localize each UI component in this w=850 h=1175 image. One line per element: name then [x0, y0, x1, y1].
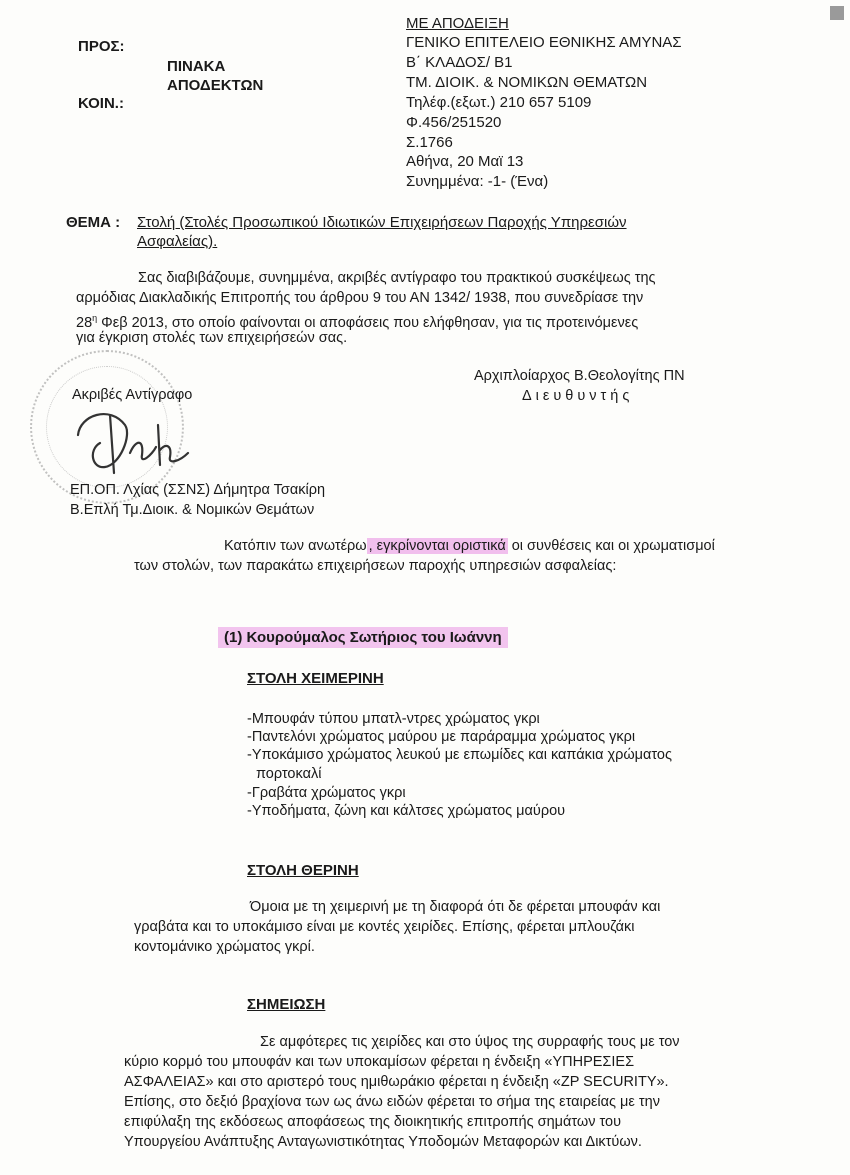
signatory-name: Αρχιπλοίαρχος Β.Θεολογίτης ΠΝ [474, 368, 685, 384]
summer-line3: κοντομάνικο χρώματος γκρί. [134, 939, 315, 955]
note-line6: Υπουργείου Ανάπτυξης Ανταγωνιστικότητας Υποδομών Μεταφορών και Δικτύων. [124, 1134, 642, 1150]
copy-signer-line2: Β.Επλή Τμ.Διοικ. & Νομικών Θεμάτων [70, 502, 315, 518]
certified-copy-label: Ακριβές Αντίγραφο [72, 387, 193, 403]
note-line1: Σε αμφότερες τις χειρίδες και στο ύψος της συρραφής τους με τον [260, 1034, 680, 1050]
cc-label: ΚΟΙΝ.: [78, 95, 124, 112]
summer-line2: γραβάτα και το υποκάμισο είναι με κοντές χειρίδες. Επίσης, φέρεται μπλουζάκι [134, 919, 635, 935]
approval-line1 [224, 536, 715, 556]
approval-pre: Κατόπιν των ανωτέρω [224, 538, 367, 554]
approval-highlight: , εγκρίνονται οριστικά [368, 538, 506, 554]
signatory-title: Διευθυντής [522, 388, 634, 404]
recipients-line2: ΑΠΟΔΕΚΤΩΝ [167, 77, 264, 94]
summer-uniform-heading: ΣΤΟΛΗ ΘΕΡΙΝΗ [247, 862, 359, 879]
intro-line3-text: Φεβ 2013, στο οποίο φαίνονται οι αποφάσεις που ελήφθησαν, για τις προτεινόμενες [97, 314, 639, 331]
note-line4: Επίσης, στο δεξιό βραχίονα των ως άνω ειδών φέρεται το σήμα της εταιρείας με την [124, 1094, 660, 1110]
approval-post: οι συνθέσεις και οι χρωματισμοί [507, 538, 715, 554]
delivery-method: ΜΕ ΑΠΟΔΕΙΞΗ [406, 15, 509, 32]
winter-item: -Υποκάμισο χρώματος λευκού με επωμίδες και καπάκια χρώματος [247, 747, 672, 763]
sender-protocol: Σ.1766 [406, 134, 453, 151]
sender-line: ΤΜ. ΔΙΟΙΚ. & ΝΟΜΙΚΩΝ ΘΕΜΑΤΩΝ [406, 74, 648, 91]
winter-item-continued: πορτοκαλί [256, 766, 322, 782]
subject-line2: Ασφαλείας). [137, 233, 218, 250]
recipients-line1: ΠΙΝΑΚΑ [167, 58, 226, 75]
sender-attachments: Συνημμένα: -1- (Ένα) [406, 173, 549, 190]
intro-line1: Σας διαβιβάζουμε, συνημμένα, ακριβές αντίγραφο του πρακτικού συσκέψεως της [138, 270, 656, 286]
scan-corner-mark [830, 6, 844, 20]
sender-file-ref: Φ.456/251520 [406, 114, 502, 131]
subject-label: ΘΕΜΑ : [66, 214, 121, 231]
winter-uniform-heading: ΣΤΟΛΗ ΧΕΙΜΕΡΙΝΗ [247, 670, 384, 687]
intro-day: 28 [76, 314, 93, 331]
note-heading: ΣΗΜΕΙΩΣΗ [247, 996, 326, 1013]
intro-line2: αρμόδιας Διακλαδικής Επιτροπής του άρθρου 9 του ΑΝ 1342/ 1938, που συνεδρίασε την [76, 290, 644, 306]
to-label: ΠΡΟΣ: [78, 38, 125, 55]
intro-day-suffix: η [92, 313, 98, 323]
approval-line2: των στολών, των παρακάτω επιχειρήσεων παροχής υπηρεσιών ασφαλείας: [134, 558, 617, 574]
winter-item: -Υποδήματα, ζώνη και κάλτσες χρώματος μαύρου [247, 803, 566, 819]
handwritten-signature [70, 395, 200, 485]
intro-line4: για έγκριση στολές των επιχειρήσεών σας. [76, 330, 348, 346]
sender-line: ΓΕΝΙΚΟ ΕΠΙΤΕΛΕΙΟ ΕΘΝΙΚΗΣ ΑΜΥΝΑΣ [406, 34, 682, 51]
company-heading-text: (1) Κουρούμαλος Σωτήριος του Ιωάννη [218, 627, 508, 648]
copy-signer-line1: ΕΠ.ΟΠ. Λχίας (ΣΣΝΣ) Δήμητρα Τσακίρη [70, 482, 326, 498]
note-line3: ΑΣΦΑΛΕΙΑΣ» και στο αριστερό τους ημιθωράκιο φέρεται η ένδειξη «ZP SECURITY». [124, 1074, 669, 1090]
winter-item: -Γραβάτα χρώματος γκρι [247, 785, 406, 801]
subject-line1: Στολή (Στολές Προσωπικού Ιδιωτικών Επιχειρήσεων Παροχής Υπηρεσιών [137, 214, 627, 231]
winter-item: -Μπουφάν τύπου μπατλ-ντρες χρώματος γκρι [247, 711, 540, 727]
sender-phone: Τηλέφ.(εξωτ.) 210 657 5109 [406, 94, 592, 111]
sender-line: Β΄ ΚΛΑΔΟΣ/ Β1 [406, 54, 513, 71]
note-line5: επιφύλαξη της εκδόσεως αποφάσεως της διοικητικής επιτροπής σημάτων του [124, 1114, 622, 1130]
sender-date: Αθήνα, 20 Μαϊ 13 [406, 153, 524, 170]
summer-line1: Όμοια με τη χειμερινή με τη διαφορά ότι δε φέρεται μπουφάν και [250, 899, 661, 915]
company-heading [218, 629, 508, 646]
winter-item: -Παντελόνι χρώματος μαύρου με παράραμμα χρώματος γκρι [247, 729, 636, 745]
note-line2: κύριο κορμό του μπουφάν και των υποκαμίσων φέρεται η ένδειξη «ΥΠΗΡΕΣΙΕΣ [124, 1054, 635, 1070]
